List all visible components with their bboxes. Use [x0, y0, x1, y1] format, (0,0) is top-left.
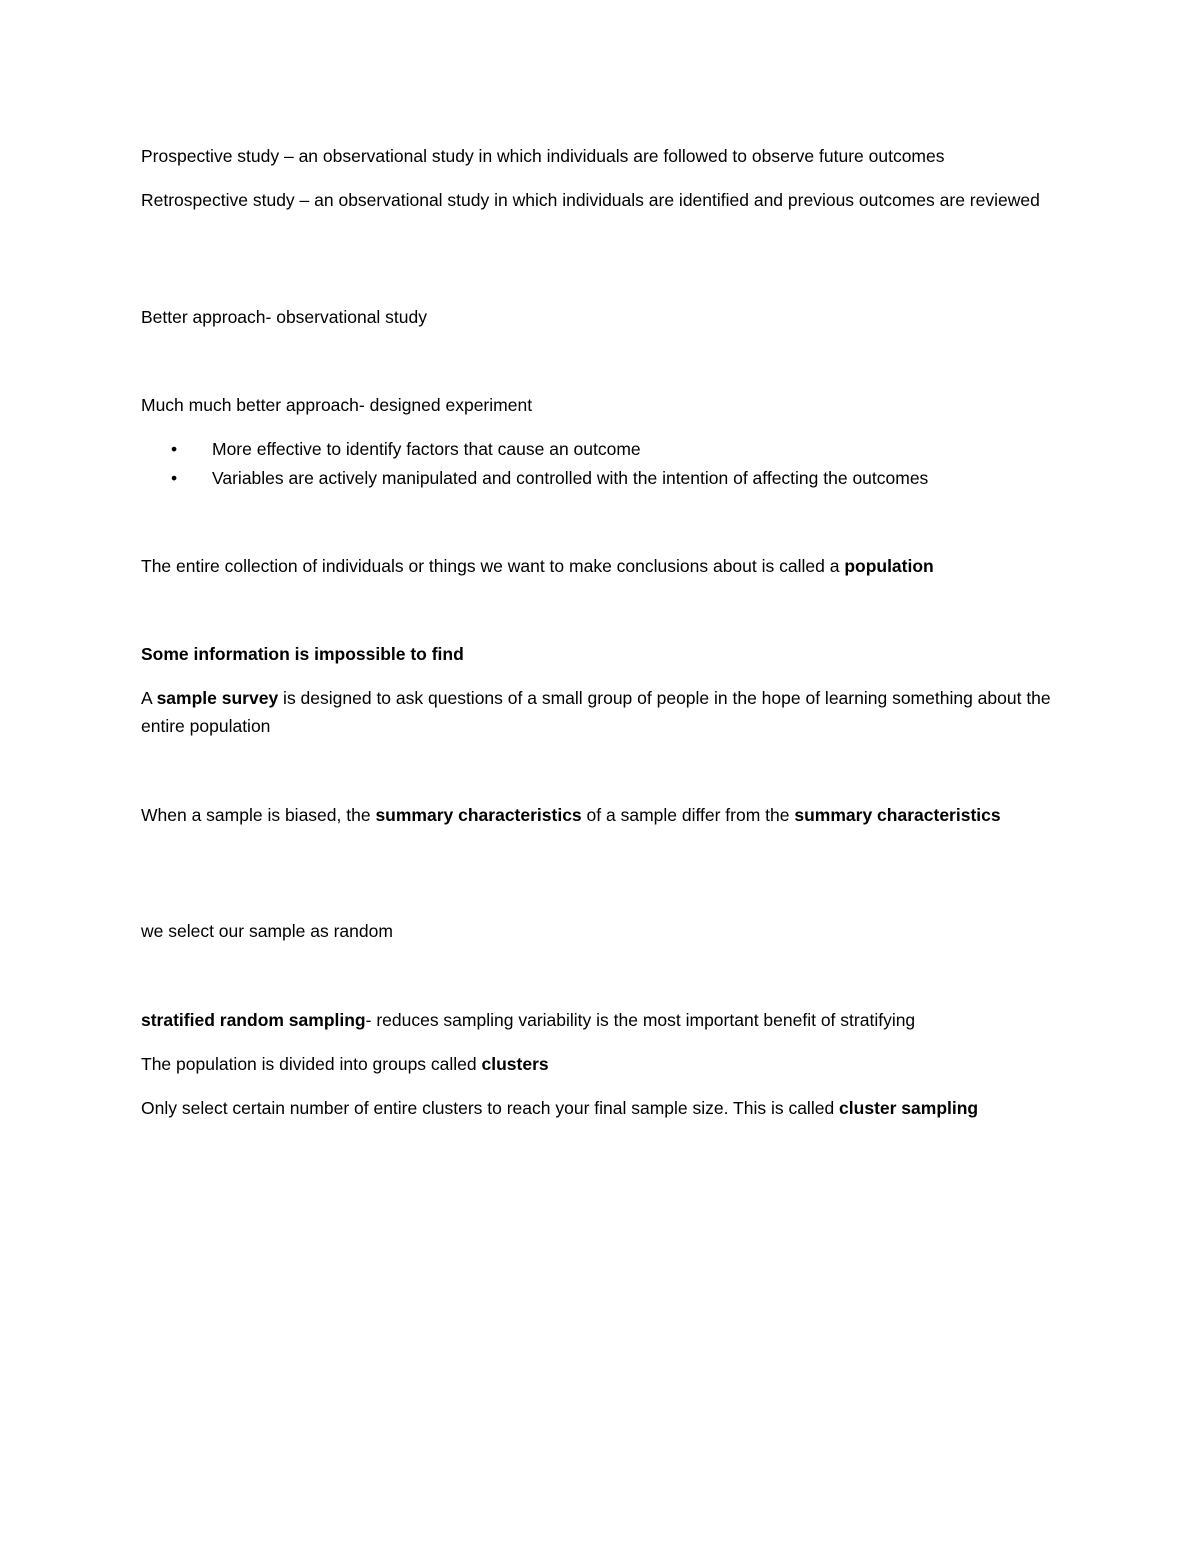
bullet-icon: •: [171, 468, 178, 488]
prospective-study-text: Prospective study – an observational study in which individuals are followed to observe future outcomes: [141, 146, 945, 166]
random-sample-text: we select our sample as random: [141, 921, 393, 941]
cluster-sampling-text: Only select certain number of entire clusters to reach your final sample size. This is called: [141, 1098, 840, 1118]
bullet-text-1: More effective to identify factors that cause an outcome: [212, 439, 641, 459]
clusters-text: The population is divided into groups called: [141, 1054, 482, 1074]
population-text: The entire collection of individuals or things we want to make conclusions about is called a: [141, 556, 845, 576]
retrospective-study-text: Retrospective study – an observational study in which individuals are identified and previous outcomes are reviewed: [141, 190, 1040, 210]
better-approach-text: Better approach- observational study: [141, 307, 427, 327]
population-paragraph: [141, 552, 1061, 580]
biased-sample-text-1: When a sample is biased, the: [141, 805, 376, 825]
stratified-sampling-term: stratified random sampling: [141, 1010, 366, 1030]
random-sample-paragraph: [141, 917, 1061, 945]
sample-survey-text: is designed to ask questions of a small group of people in the hope of learning something about the entire population: [141, 688, 1051, 736]
cluster-sampling-term: cluster sampling: [839, 1098, 979, 1118]
summary-characteristics-term-1: summary characteristics: [375, 805, 582, 825]
stratified-sampling-text: - reduces sampling variability is the most important benefit of stratifying: [365, 1010, 916, 1030]
clusters-paragraph: [141, 1050, 1061, 1078]
impossible-info-text: Some information is impossible to find: [141, 644, 464, 664]
biased-sample-text-2: of a sample differ from the: [581, 805, 795, 825]
summary-characteristics-term-2: summary characteristics: [794, 805, 1001, 825]
prospective-study-paragraph: [141, 142, 1061, 170]
sample-survey-term: sample survey: [156, 688, 279, 708]
better-approach-paragraph: [141, 303, 1061, 331]
designed-experiment-text: Much much better approach- designed experiment: [141, 395, 533, 415]
biased-sample-paragraph: [141, 801, 1061, 829]
bullet-icon: •: [171, 439, 178, 459]
clusters-term: clusters: [481, 1054, 549, 1074]
sample-survey-paragraph: [141, 684, 1061, 740]
bullet-text-2: Variables are actively manipulated and controlled with the intention of affecting the outcomes: [212, 468, 929, 488]
retrospective-study-paragraph: [141, 186, 1061, 214]
sample-survey-prefix: A: [141, 688, 157, 708]
stratified-sampling-paragraph: [141, 1006, 1061, 1034]
cluster-sampling-paragraph: [141, 1094, 1061, 1122]
impossible-info-paragraph: [141, 640, 1061, 668]
designed-experiment-paragraph: [141, 391, 1061, 419]
population-term: population: [844, 556, 934, 576]
